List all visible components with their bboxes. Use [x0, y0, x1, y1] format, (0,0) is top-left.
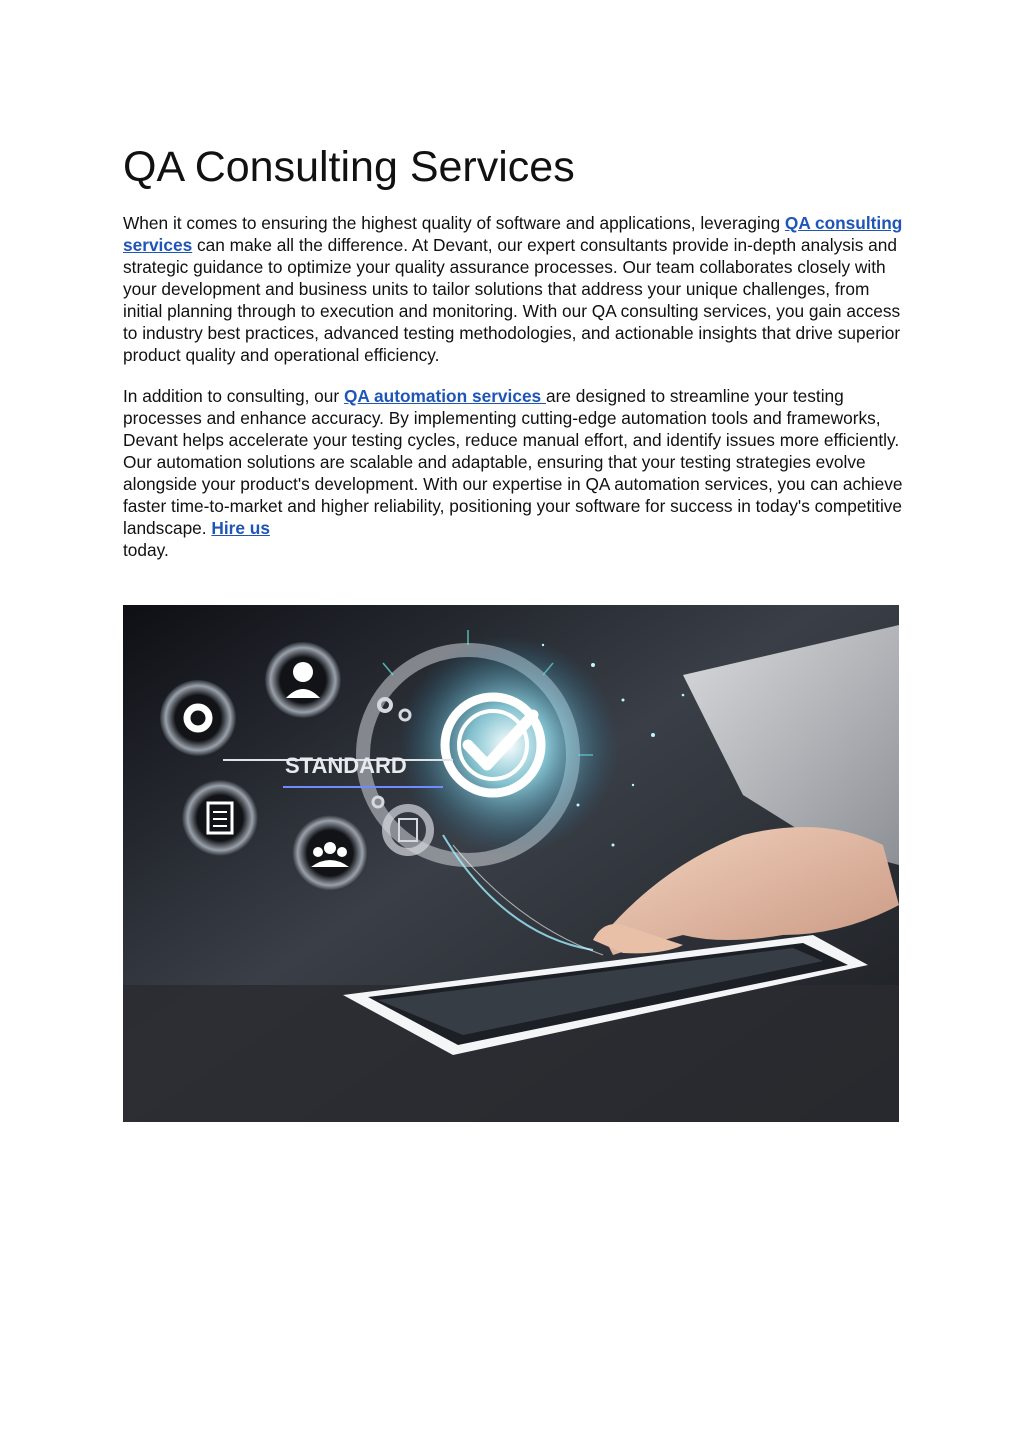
standard-label: STANDARD — [285, 753, 407, 778]
hire-us-link[interactable]: Hire us — [211, 518, 270, 538]
page-title: QA Consulting Services — [123, 143, 575, 191]
gear-icon — [160, 680, 236, 756]
hero-image-qa-standard — [123, 605, 899, 1122]
document-page — [123, 140, 903, 580]
qa-automation-services-link[interactable]: QA automation services — [343, 386, 546, 406]
automation-text-start: In addition to consulting, our — [123, 386, 344, 406]
automation-text-end: today. — [123, 540, 169, 560]
intro-text-start: When it comes to ensuring the highest quality of software and applications, leveraging — [123, 213, 785, 233]
qa-consulting-services-link[interactable]: QA consulting services — [123, 213, 903, 255]
user-icon — [265, 642, 341, 718]
automation-text-middle: are designed to streamline your testing processes and enhance accuracy. By implementing cutting-edge automation tools and frameworks, Devant helps accelerate your testing cycles, reduce manual effort, and identify issues more efficiently. Our automation solutions are scalable and adaptable, ensuring that your testing strategies evolve alongside your product's development. With our expertise in QA automation services, you can achieve faster time-to-market and higher reliability, positioning your software for success in today's competitive landscape. — [123, 386, 903, 538]
automation-paragraph — [123, 385, 903, 561]
intro-paragraph — [123, 212, 903, 366]
team-icon — [292, 815, 368, 891]
document-icon — [182, 780, 258, 856]
intro-text-end: can make all the difference. At Devant, our expert consultants provide in-depth analysis and strategic guidance to optimize your quality assurance processes. Our team collaborates closely with your development and business units to tailor solutions that address your unique challenges, from initial planning through to execution and monitoring. With our QA consulting services, you gain access to industry best practices, advanced testing methodologies, and actionable insights that drive superior product quality and operational efficiency. — [123, 235, 901, 365]
